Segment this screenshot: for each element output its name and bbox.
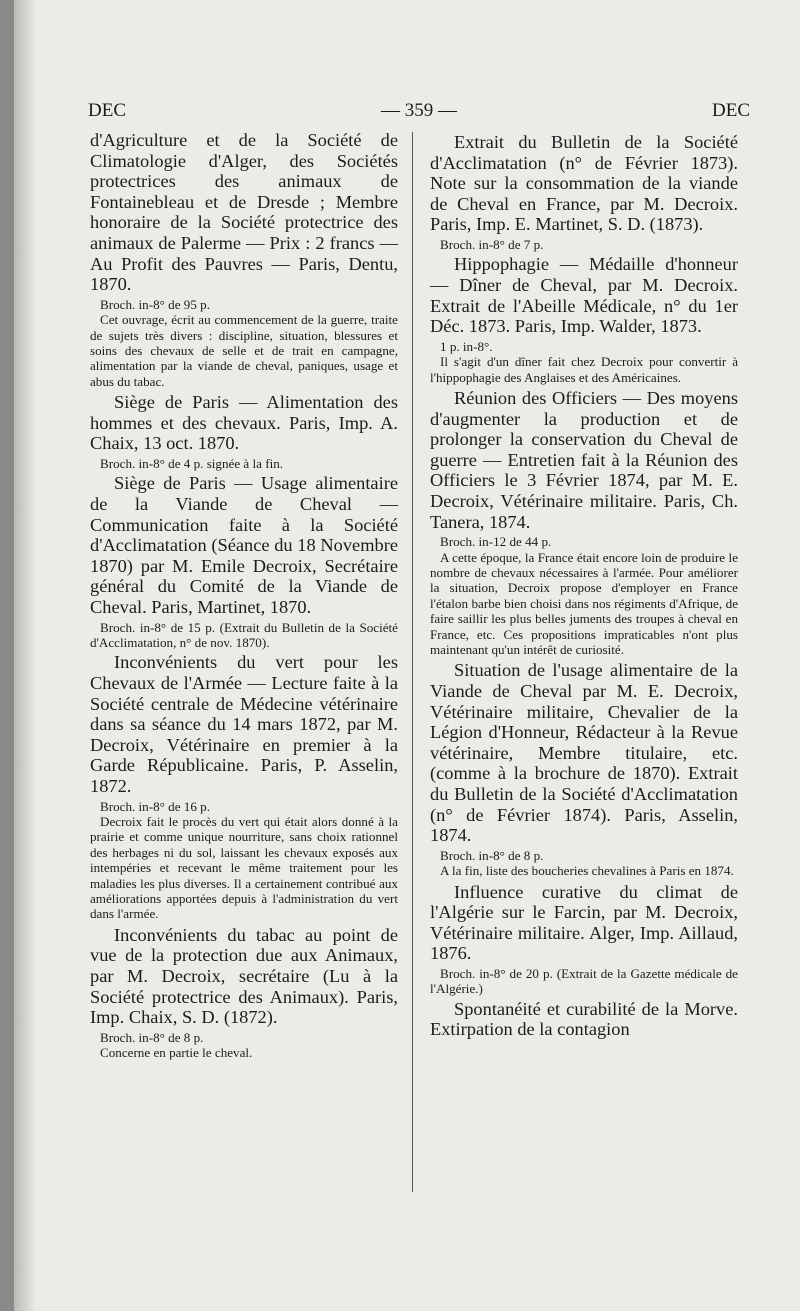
right-column (430, 130, 738, 1040)
commentary-note: Il s'agit d'un dîner fait chez Decroix pour convertir à l'hippophagie des Anglaises et des Américaines. (430, 354, 738, 385)
left-column (90, 130, 398, 1064)
bibliography-entry: Inconvénients du tabac au point de vue de la protection due aux Animaux, par M. Decroix, secrétaire (Lu à la Société protectrice des Animaux). Paris, Imp. Chaix, S. D. (1872). (90, 924, 398, 1028)
header-right: DEC (712, 100, 750, 121)
book-page (14, 0, 800, 1311)
format-note: Broch. in-8° de 8 p. (440, 847, 544, 863)
bibliography-entry: Inconvénients du vert pour les Chevaux de l'Armée — Lecture faite à la Société centrale de Médecine vétérinaire dans sa séance du 14 mars 1872, par M. Decroix, Vétérinaire en premier à la Garde Républicaine. Paris, P. Asselin, 1872. (90, 652, 398, 796)
commentary-note: Concerne en partie le cheval. (100, 1045, 253, 1061)
bibliography-entry: Situation de l'usage alimentaire de la Viande de Cheval par M. E. Decroix, Vétérinaire militaire, Chevalier de la Légion d'Honneur, Rédacteur à la Revue vétérinaire, Membre titulaire, etc. (comme à la brochure de 1870). Extrait du Bulletin de la Société d'Acclimatation (n° de Février 1874). Paris, Asselin, 1874. (430, 660, 738, 846)
commentary-note: A cette époque, la France était encore loin de produire le nombre de chevaux nécessaires à l'armée. Pour améliorer la situation, Decroix propose d'employer en France l'étalon barbe bien choisi dans nos régiments d'Afrique, de faire saillir les plus belles juments des troupes à cheval en France, etc. Ces propositions impraticables n'ont plus maintenant qu'un intérêt de curiosité. (430, 549, 738, 657)
column-divider (412, 132, 413, 1192)
format-note: Broch. in-8° de 8 p. (100, 1029, 204, 1045)
page-number: — 359 — (381, 100, 457, 121)
bibliography-entry: Spontanéité et curabilité de la Morve. Extirpation de la contagion (430, 998, 738, 1040)
format-note: Broch. in-8° de 15 p. (Extrait du Bulletin de la Société d'Acclimatation, n° de nov. 1870). (90, 619, 398, 650)
bibliography-entry: Extrait du Bulletin de la Société d'Acclimatation (n° de Février 1873). Note sur la consommation de la viande de Cheval en France, par M. Decroix. Paris, Imp. E. Martinet, S. D. (1873). (430, 132, 738, 235)
bibliography-entry: Hippophagie — Médaille d'honneur — Dîner de Cheval, par M. Decroix. Extrait de l'Abeille Médicale, n° du 1er Déc. 1873. Paris, Imp. Walder, 1873. (430, 254, 738, 337)
bibliography-entry: Réunion des Officiers — Des moyens d'augmenter la production et de prolonger la conservation du Cheval de guerre — Entretien fait à la Réunion des Officiers le 3 Février 1874, par M. E. Decroix, Vétérinaire militaire. Paris, Ch. Tanera, 1874. (430, 387, 738, 532)
running-header (88, 100, 750, 130)
bibliography-entry: Influence curative du climat de l'Algérie sur le Farcin, par M. Decroix, Vétérinaire militaire. Alger, Imp. Aillaud, 1876. (430, 881, 738, 964)
header-left: DEC (88, 100, 126, 121)
format-note: Broch. in-8° de 95 p. (100, 296, 210, 312)
format-note: 1 p. in-8°. (440, 338, 493, 354)
bibliography-entry: d'Agriculture et de la Société de Climatologie d'Alger, des Sociétés protectrices des animaux de Fontainebleau et de Dresde ; Membre honoraire de la Société protectrice des animaux de Palerme — Prix : 2 francs — Au Profit des Pauvres — Paris, Dentu, 1870. (90, 130, 398, 295)
bibliography-entry: Siège de Paris — Alimentation des hommes et des chevaux. Paris, Imp. A. Chaix, 13 oct. 1870. (90, 392, 398, 454)
format-note: Broch. in-8° de 4 p. signée à la fin. (100, 455, 284, 471)
commentary-note: Decroix fait le procès du vert qui était alors donné à la prairie et comme unique nourriture, sans choix rationnel des herbages ni du sol, laissant les chevaux exposés aux intempéries et recevant le même traitement pour les maladies les plus diverses. Il a certainement contribué aux améliorations apportées depuis à l'administration du vert dans l'armée. (90, 813, 398, 922)
commentary-note: A la fin, liste des boucheries chevalines à Paris en 1874. (440, 863, 734, 879)
commentary-note: Cet ouvrage, écrit au commencement de la guerre, traite de sujets très divers : discipline, situation, blessures et soins des chevaux de selle et de trait en campagne, alimentation par la viande de cheval, paniques, usage et abus du tabac. (90, 312, 398, 389)
format-note: Broch. in-8° de 16 p. (100, 798, 210, 814)
format-note: Broch. in-8° de 20 p. (Extrait de la Gazette médicale de l'Algérie.) (430, 965, 738, 997)
format-note: Broch. in-8° de 7 p. (440, 236, 544, 252)
bibliography-entry: Siège de Paris — Usage alimentaire de la Viande de Cheval — Communication faite à la Société d'Acclimatation (Séance du 18 Novembre 1870) par M. Emile Decroix, Secrétaire général du Comité de la Viande de Cheval. Paris, Martinet, 1870. (90, 473, 398, 617)
format-note: Broch. in-12 de 44 p. (440, 534, 552, 550)
